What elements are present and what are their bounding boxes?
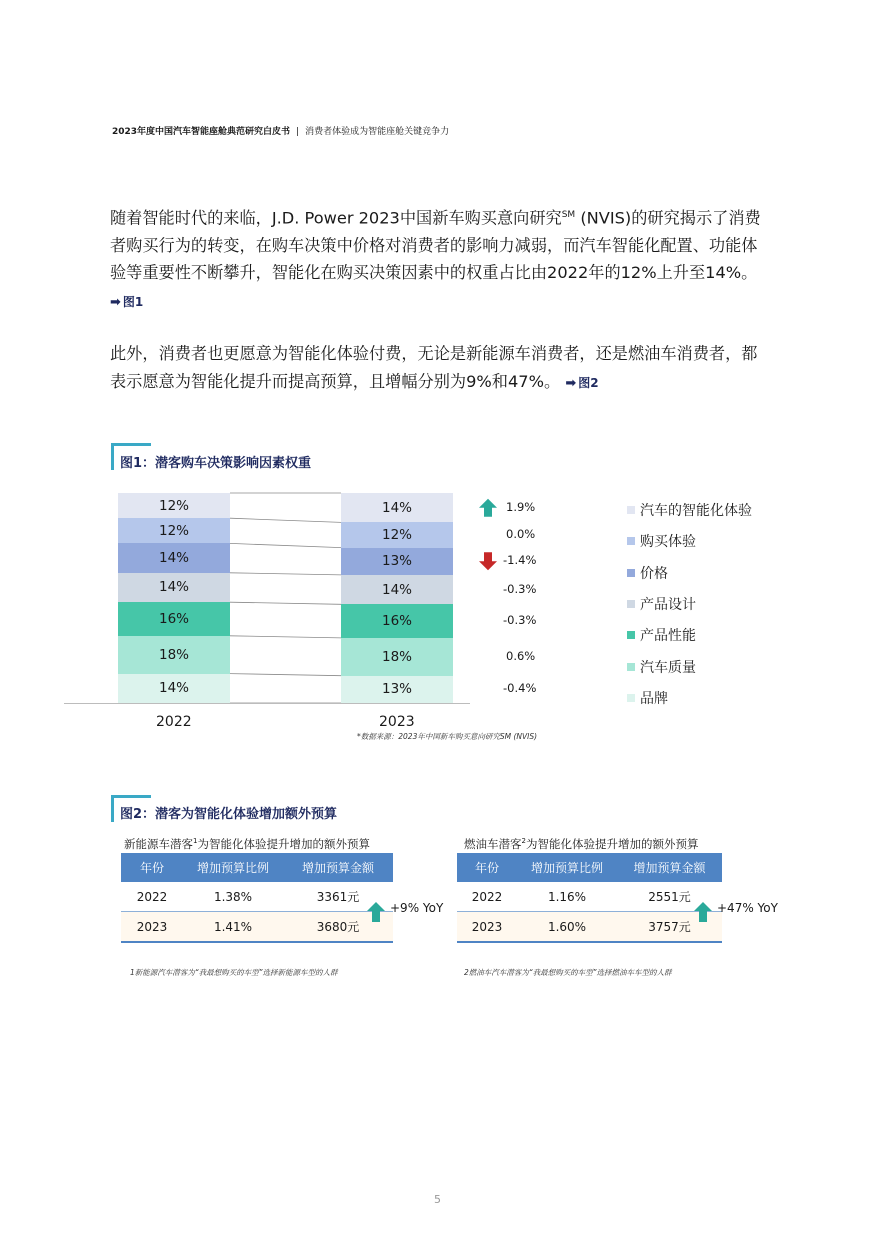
table-cell: 1.38% [183, 882, 283, 912]
legend-item [627, 657, 696, 677]
table-1-footnote: 1新能源汽车潜客为“我最想购买的车型”选择新能源车型的人群 [130, 968, 338, 977]
delta-label: 1.9% [506, 499, 536, 514]
table-ice-budget [457, 853, 722, 943]
figure-1-reference[interactable] [110, 295, 143, 309]
figure-1-accent-line [111, 443, 114, 470]
table-row [457, 912, 722, 943]
delta-label: -0.4% [503, 681, 537, 696]
delta-label: 0.0% [506, 527, 536, 541]
body-paragraph-1 [110, 202, 770, 316]
table-cell: 3680元 [283, 912, 393, 943]
bar-segment: 16% [118, 602, 230, 636]
header-separator: | [296, 127, 300, 137]
table-nev-budget [121, 853, 393, 943]
legend-swatch [627, 569, 635, 577]
connector-line [230, 602, 341, 604]
bar-segment: 14% [341, 493, 453, 522]
bar-segment: 12% [118, 493, 230, 518]
table-2-footnote: 2燃油车汽车潜客为“我最想购买的车型”选择燃油车车型的人群 [464, 968, 672, 977]
x-axis-label: 2022 [156, 714, 192, 730]
table-cell: 1.41% [183, 912, 283, 943]
figure-2-accent-bar [111, 795, 151, 798]
legend-swatch [627, 600, 635, 608]
paragraph-1-text-b: (NVIS)的研究揭示了消费者购买行为的转变，在购车决策中价格对消费者的影响力减弱，而汽车智能化配置、功能体验等重要性不断攀升，智能化在购买决策因素中的权重占比由2022年的12%上升至14%。 [110, 208, 761, 283]
legend-item [627, 688, 668, 708]
bar-segment: 16% [341, 604, 453, 638]
figure-2-accent-line [111, 795, 114, 822]
arrow-right-icon: ➡ [565, 375, 577, 391]
figure-1-accent-bar [111, 443, 151, 446]
table-2-caption-a: 燃油车潜客 [464, 837, 522, 851]
legend-swatch [627, 663, 635, 671]
table-header-amount: 增加预算金额 [617, 853, 722, 882]
figure-1-source: *数据来源：2023年中国新车购买意向研究SM (NVIS) [357, 732, 538, 741]
legend-swatch [627, 694, 635, 702]
table-cell: 2023 [121, 912, 183, 943]
table-cell: 1.16% [517, 882, 617, 912]
bar-segment: 14% [118, 573, 230, 602]
delta-label: -1.4% [503, 553, 537, 568]
table-2-caption-b: 为智能化体验提升增加的额外预算 [525, 837, 699, 851]
down-arrow-icon [479, 552, 497, 570]
table-header-ratio: 增加预算比例 [183, 853, 283, 882]
legend-item [627, 594, 696, 614]
connector-line [230, 573, 341, 575]
figure-2-title: 图2：潜客为智能化体验增加额外预算 [120, 807, 338, 822]
body-paragraph-2 [110, 340, 770, 397]
page-number: 5 [434, 1193, 441, 1206]
table-2-caption [464, 836, 698, 852]
delta-label: 0.6% [506, 648, 536, 663]
legend-item [627, 625, 696, 645]
up-arrow-icon [479, 499, 497, 517]
table-cell: 2023 [457, 912, 517, 943]
table-row [457, 882, 722, 912]
paragraph-1-sup: SM [561, 210, 576, 220]
table-cell: 2551元 [617, 882, 722, 912]
bar-segment: 12% [118, 518, 230, 543]
table-header-year: 年份 [121, 853, 183, 882]
figure-1-title: 图1：潜客购车决策影响因素权重 [120, 456, 312, 471]
header-doc-title: 2023年度中国汽车智能座舱典范研究白皮书 [112, 127, 291, 137]
delta-label: -0.3% [503, 613, 537, 628]
arrow-right-icon: ➡ [110, 294, 121, 310]
legend-label: 购买体验 [640, 534, 696, 551]
legend-label: 汽车的智能化体验 [640, 503, 752, 519]
legend-swatch [627, 537, 635, 545]
connector-line [230, 636, 341, 638]
table-header-year: 年份 [457, 853, 517, 882]
table-cell: 1.60% [517, 912, 617, 943]
x-axis-label: 2023 [379, 714, 415, 730]
bar-segment: 14% [118, 543, 230, 572]
figure-2-reference-label: 图2 [578, 375, 599, 390]
table-cell: 2022 [121, 882, 183, 912]
table-cell: 3361元 [283, 882, 393, 912]
table-header-row [121, 853, 393, 882]
connector-line [230, 674, 341, 676]
table-1-caption-b: 为智能化体验提升增加的额外预算 [197, 837, 370, 851]
table-1-caption-sup: 1 [193, 837, 198, 846]
legend-label: 价格 [640, 565, 668, 582]
table-cell: 3757元 [617, 912, 722, 943]
legend-swatch [627, 631, 635, 639]
paragraph-2-text: 此外，消费者也更愿意为智能化体验付费，无论是新能源车消费者，还是燃油车消费者，都表示愿意为智能化提升而提高预算，且增幅分别为9%和47%。 [110, 344, 758, 391]
figure-2-reference[interactable] [565, 376, 598, 390]
bar-segment: 18% [341, 638, 453, 676]
legend-item [627, 563, 668, 583]
table-header-row [457, 853, 722, 882]
header-section: 消费者体验成为智能座舱关键竞争力 [305, 127, 450, 137]
table-row [121, 882, 393, 912]
bar-segment: 14% [118, 674, 230, 703]
table-1-caption-a: 新能源车潜客 [124, 837, 193, 851]
legend-item [627, 500, 752, 520]
figure-1-reference-label: 图1 [122, 294, 144, 309]
legend-swatch [627, 506, 635, 514]
bar-segment: 13% [341, 676, 453, 703]
table-header-amount: 增加预算金额 [283, 853, 393, 882]
bar-segment: 18% [118, 636, 230, 674]
bar-segment: 14% [341, 575, 453, 604]
table-1-caption [124, 836, 370, 852]
legend-label: 产品设计 [640, 596, 696, 613]
delta-label: -0.3% [503, 581, 537, 596]
legend-label: 品牌 [640, 690, 668, 707]
running-header [112, 124, 449, 137]
connector-line [230, 543, 341, 547]
table-2-caption-sup: 2 [521, 837, 526, 846]
table-row [121, 912, 393, 943]
table-1-yoy: +9% YoY [390, 901, 444, 915]
legend-label: 汽车质量 [640, 659, 696, 676]
up-arrow-icon [694, 902, 712, 922]
paragraph-1-text-a: 随着智能时代的来临，J.D. Power 2023中国新车购买意向研究 [110, 208, 562, 228]
bar-segment: 12% [341, 522, 453, 547]
table-2-yoy: +47% YoY [717, 901, 778, 915]
legend-label: 产品性能 [640, 628, 696, 645]
legend-item [627, 531, 696, 551]
table-cell: 2022 [457, 882, 517, 912]
bar-segment: 13% [341, 548, 453, 575]
table-header-ratio: 增加预算比例 [517, 853, 617, 882]
connector-line [230, 518, 341, 522]
up-arrow-icon [367, 902, 385, 922]
